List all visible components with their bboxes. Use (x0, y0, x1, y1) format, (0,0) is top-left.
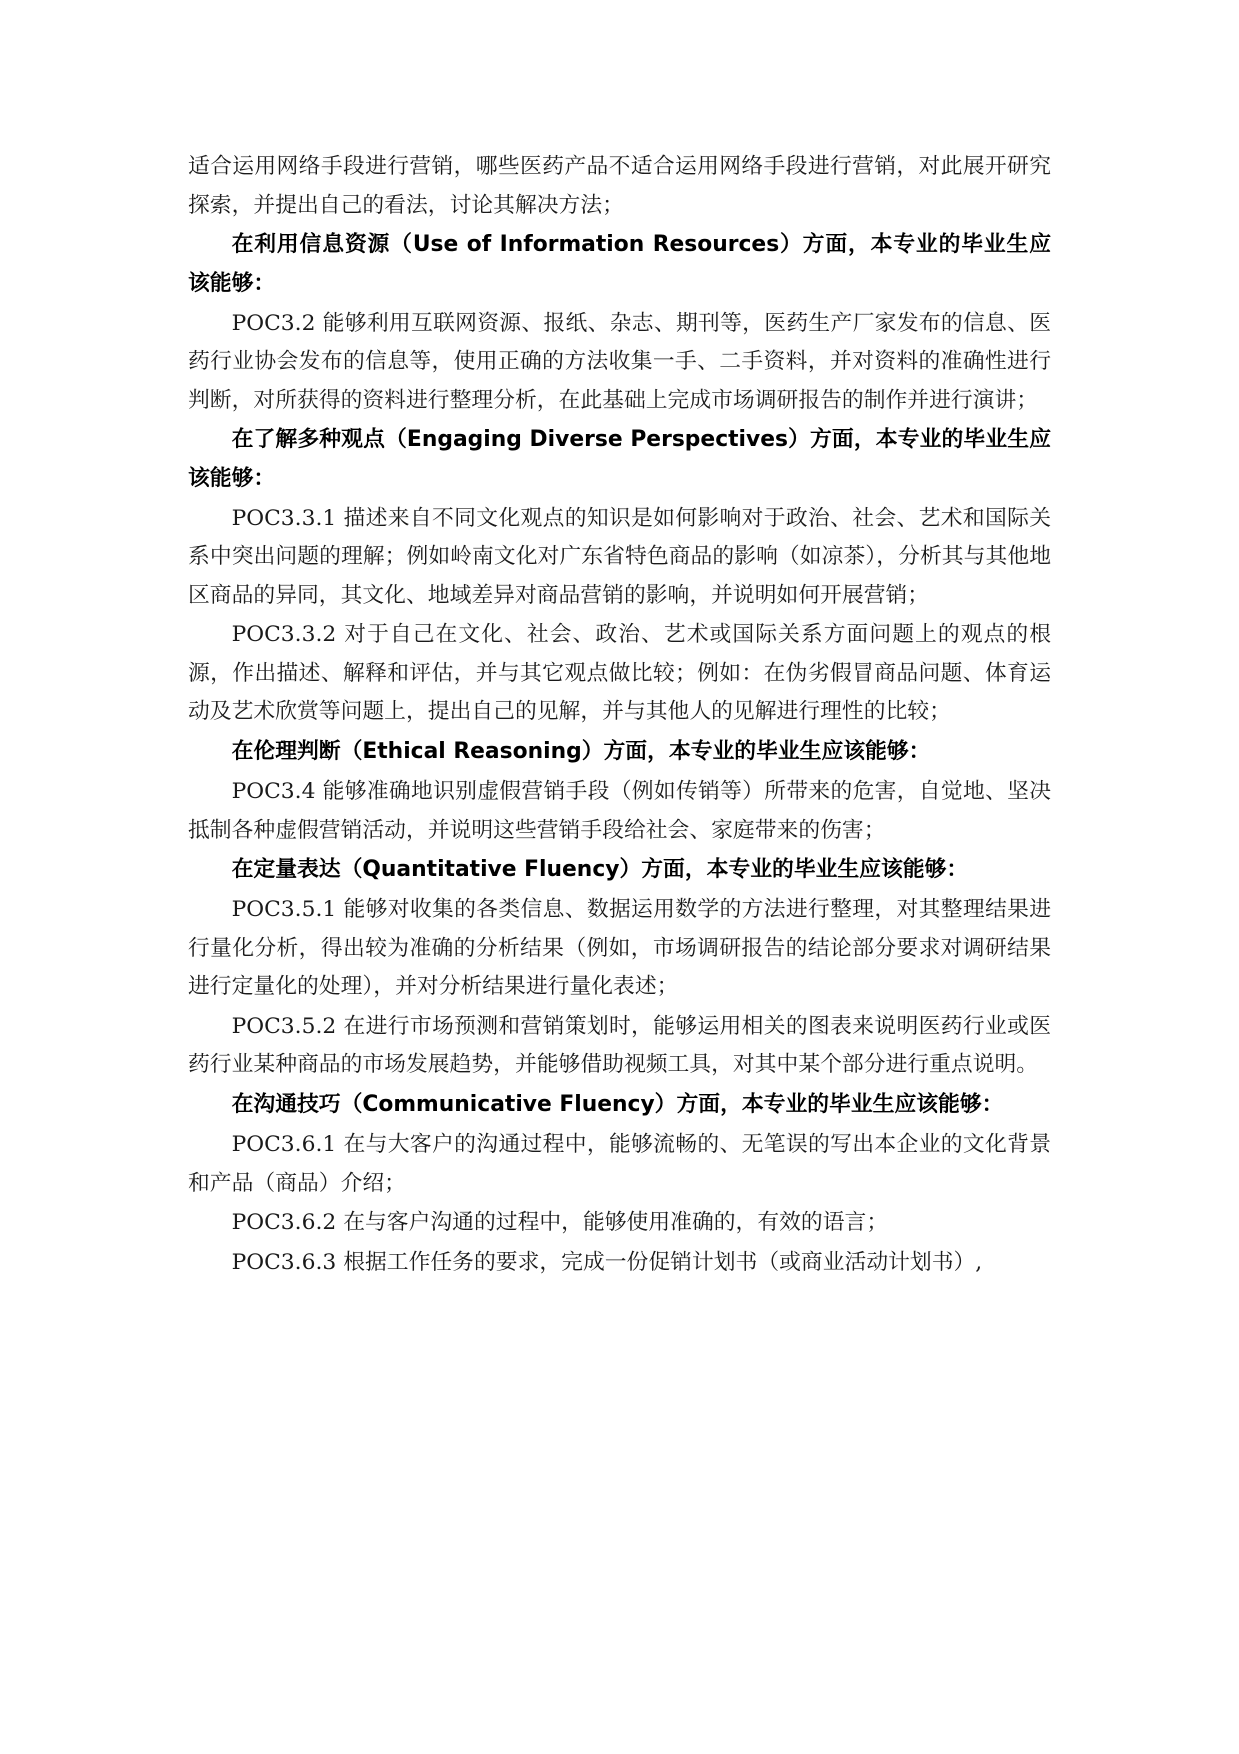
section-heading-diverse-perspectives: 在了解多种观点（Engaging Diverse Perspectives）方面，本专业的毕业生应该能够： (188, 427, 1051, 491)
body-paragraph-poc3-3-2: POC3.3.2 对于自己在文化、社会、政治、艺术或国际关系方面问题上的观点的根源，作出描述、解释和评估，并与其它观点做比较；例如：在伪劣假冒商品问题、体育运动及艺术欣赏等问题上，提出自己的见解，并与其他人的见解进行理性的比较； (188, 622, 1051, 725)
body-paragraph-poc3-2: POC3.2 能够利用互联网资源、报纸、杂志、期刊等，医药生产厂家发布的信息、医药行业协会发布的信息等，使用正确的方法收集一手、二手资料，并对资料的准确性进行判断，对所获得的资料进行整理分析，在此基础上完成市场调研报告的制作并进行演讲； (188, 310, 1051, 413)
body-paragraph-poc3-6-3: POC3.6.3 根据工作任务的要求，完成一份促销计划书（或商业活动计划书）, (231, 1250, 983, 1276)
body-paragraph-poc3-4: POC3.4 能够准确地识别虚假营销手段（例如传销等）所带来的危害，自觉地、坚决抵制各种虚假营销活动，并说明这些营销手段给社会、家庭带来的伤害； (188, 779, 1051, 843)
body-paragraph-poc3-5-2: POC3.5.2 在进行市场预测和营销策划时，能够运用相关的图表来说明医药行业或医药行业某种商品的市场发展趋势，并能够借助视频工具，对其中某个部分进行重点说明。 (188, 1013, 1051, 1078)
section-heading-information-resources: 在利用信息资源（Use of Information Resources）方面，本专业的毕业生应该能够： (188, 232, 1051, 296)
section-heading-quantitative-fluency: 在定量表达（Quantitative Fluency）方面，本专业的毕业生应该能够： (231, 857, 969, 883)
body-paragraph-poc3-3-1: POC3.3.1 描述来自不同文化观点的知识是如何影响对于政治、社会、艺术和国际关系中突出问题的理解；例如岭南文化对广东省特色商品的影响（如凉茶），分析其与其他地区商品的异同，其文化、地域差异对商品营销的影响，并说明如何开展营销； (188, 505, 1051, 608)
body-paragraph-poc3-6-1: POC3.6.1 在与大客户的沟通过程中，能够流畅的、无笔误的写出本企业的文化背景和产品（商品）介绍； (188, 1132, 1051, 1196)
section-heading-ethical-reasoning: 在伦理判断（Ethical Reasoning）方面，本专业的毕业生应该能够： (231, 739, 931, 765)
section-heading-communicative-fluency: 在沟通技巧（Communicative Fluency）方面，本专业的毕业生应该能够： (231, 1092, 1004, 1118)
body-paragraph-poc3-6-2: POC3.6.2 在与客户沟通的过程中，能够使用准确的，有效的语言； (231, 1210, 889, 1236)
body-paragraph-continuation: 适合运用网络手段进行营销，哪些医药产品不适合运用网络手段进行营销，对此展开研究探索，并提出自己的看法，讨论其解决方法； (188, 154, 1051, 218)
body-paragraph-poc3-5-1: POC3.5.1 能够对收集的各类信息、数据运用数学的方法进行整理，对其整理结果进行量化分析，得出较为准确的分析结果（例如，市场调研报告的结论部分要求对调研结果进行定量化的处理），并对分析结果进行量化表述； (188, 897, 1051, 1000)
